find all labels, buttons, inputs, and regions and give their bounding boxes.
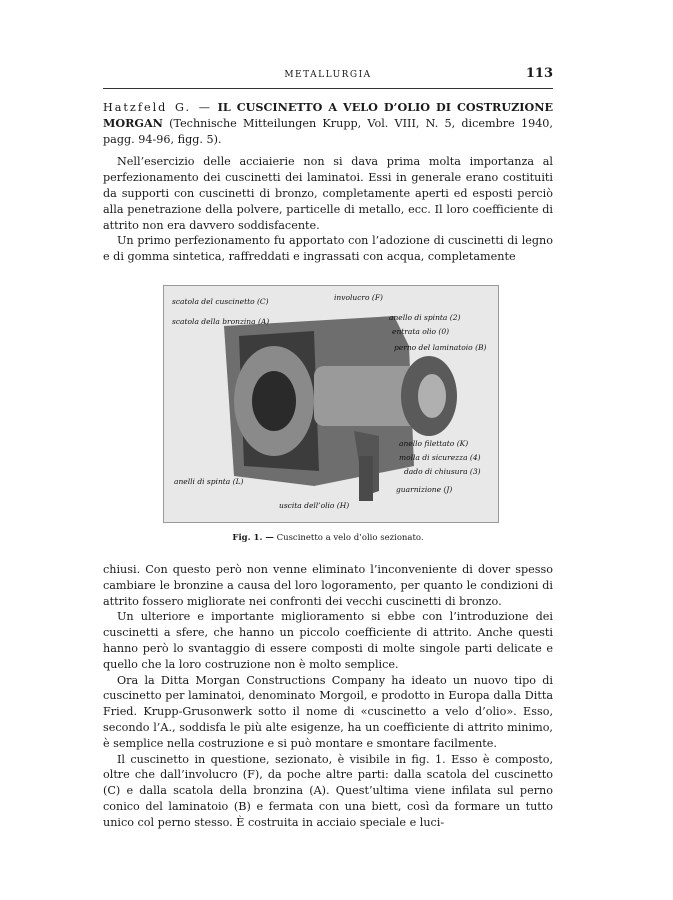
bottom-text (103, 562, 553, 831)
label-anelli-spinta: anelli di spinta (L) (174, 477, 244, 486)
paragraph: Nell’esercizio delle acciaierie non si dava prima molta importanza al perfezionamento dei cuscinetti dei laminatoi. Essi in generale erano costituiti da supporti con cuscinetti di bronzo, completamente aperti ed esposti perciò alla penetrazione della polvere, particelle di metallo, ecc. Il loro coefficiente di attrito non era davvero soddisfacente. (103, 155, 553, 232)
entry-title: IL CUSCINETTO A VELO D’OLIO DI COSTRUZIONE MORGAN (103, 100, 553, 130)
label-anello-filettato: anello filettato (K) (399, 439, 469, 448)
label-anello-spinta: anello di spinta (2) (389, 313, 461, 322)
top-text (103, 100, 553, 265)
bearing-figure (163, 285, 499, 523)
paragraph: Un ulteriore e importante miglioramento si ebbe con l’introduzione dei cuscinetti a sfere, che hanno un piccolo coefficiente di attrito. Anche questi hanno però lo svantaggio di essere composti di molte singole parti delicate e quello che la loro costruzione non è molto semplice. (103, 610, 553, 671)
entry-heading (103, 100, 553, 147)
paragraph: chiusi. Con questo però non venne eliminato l’inconveniente di dover spesso cambiare le bronzine a causa del loro logoramento, per quanto le condizioni di attrito fossero migliorate nei confronti dei vecchi cuscinetti di bronzo. (103, 563, 553, 608)
page-number: 113 (525, 66, 553, 81)
label-uscita-olio: uscita dell’olio (H) (279, 501, 350, 510)
label-guarnizione: guarnizione (J) (396, 485, 453, 494)
paragraph: Ora la Ditta Morgan Constructions Company ha ideato un nuovo tipo di cuscinetto per laminatoi, denominato Morgoil, e prodotto in Europa dalla Ditta Fried. Krupp-Grusonwerk sotto il nome di «cuscinetto a velo d’olio». Esso, secondo l’A., soddisfa le più alte esigenze, ha un coefficiente di attrito minimo, è semplice nella costruzione e si può montare e smontare facilmente. (103, 673, 553, 750)
label-perno-laminatoio: perno del laminatoio (B) (394, 343, 487, 352)
entry-author: Hatzfeld G. — (103, 101, 212, 114)
paragraph: Il cuscinetto in questione, sezionato, è visibile in fig. 1. Esso è composto, oltre che dall’involucro (F), da poche altre parti: dalla scatola del cuscinetto (C) e dalla scatola della bronzina (A). Quest’ultima viene infilata sul perno conico del laminatoio (B) e fermata con una biett, così da formare un tutto unico col perno stesso. È costruita in acciaio speciale e luci- (103, 752, 553, 829)
label-entrata-olio: entrata olio (0) (392, 327, 450, 336)
caption-text: Cuscinetto a velo d’olio sezionato. (276, 533, 424, 543)
label-involucro: involucro (F) (334, 293, 383, 302)
figure-caption (103, 533, 553, 543)
bearing-cutaway-illustration (164, 286, 498, 522)
paragraph: Un primo perfezionamento fu apportato con l’adozione di cuscinetti di legno e di gomma sintetica, raffreddati e ingrassati con acqua, completamente (103, 234, 553, 264)
page-header (103, 64, 553, 89)
label-dado-chiusura: dado di chiusura (3) (404, 467, 481, 476)
label-scatola-cuscinetto: scatola del cuscinetto (C) (172, 297, 269, 306)
label-molla-sicurezza: molla di sicurezza (4) (399, 453, 481, 462)
running-title: METALLURGIA (284, 70, 372, 80)
label-scatola-bronzina: scatola della bronzina (A) (172, 317, 270, 326)
caption-label: Fig. 1. — (232, 533, 274, 543)
entry-citation: (Technische Mitteilungen Krupp, Vol. VIII, N. 5, dicembre 1940, pagg. 94-96, figg. 5). (103, 116, 553, 146)
